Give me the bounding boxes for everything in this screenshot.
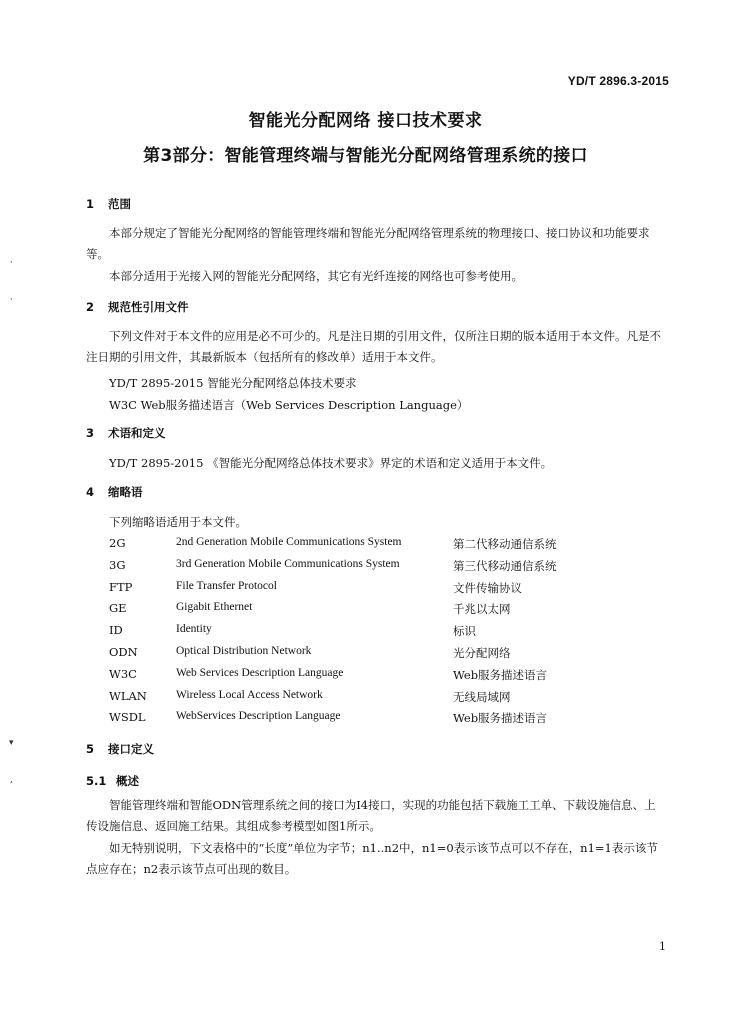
english-term: Gigabit Ethernet [176,601,253,614]
subsection-5-1-paragraph-1: 智能管理终端和智能ODN管理系统之间的接口为I4接口，实现的功能包括下载施工工单、下载设施信息、上传设施信息、返回施工结果。其组成参考模型如图1所示。 [86,798,656,833]
abbreviation: WLAN [109,688,147,703]
section-2-heading [86,299,189,315]
english-term: Optical Distribution Network [176,644,312,657]
document-title: 智能光分配网络 接口技术要求 [248,111,483,131]
section-number: 3 [86,426,95,440]
chinese-term: 无线局域网 [453,689,511,704]
section-5-heading [86,741,154,757]
chinese-term: Web服务描述语言 [453,667,548,682]
section-2-paragraph-1: 下列文件对于本文件的应用是必不可少的。凡是注日期的引用文件，仅所注日期的版本适用于本文件。凡是不注日期的引用文件，其最新版本（包括所有的修改单）适用于本文件。 [86,329,661,364]
scan-speck: , [10,775,13,785]
english-term: File Transfer Protocol [176,579,277,592]
section-3-heading [86,425,166,441]
chinese-term: 光分配网络 [453,645,511,660]
abbreviation: ODN [109,644,138,659]
abbreviation: W3C [109,666,137,681]
scan-speck: ▾ [9,738,14,748]
abbreviation: 3G [109,557,126,572]
abbreviations-intro: 下列缩略语适用于本文件。 [109,515,247,529]
english-term: WebServices Description Language [176,710,341,723]
scan-speck: · [10,295,13,305]
abbreviation: 2G [109,536,126,550]
normative-reference-2: W3C Web服务描述语言（Web Services Description Language） [109,398,469,412]
subsection-5-1-paragraph-2: 如无特别说明，下文表格中的“长度”单位为字节；n1..n2中，n1=0表示该节点可以不存在，n1=1表示该节点应存在；n2表示该节点可出现的数目。 [86,841,658,876]
subsection-5-1-heading [86,773,139,789]
section-title: 范围 [108,197,131,211]
english-term: 2nd Generation Mobile Communications System [176,536,402,548]
abbreviation: WSDL [109,710,146,725]
chinese-term: 文件传输协议 [453,580,522,595]
section-title: 缩略语 [108,485,143,499]
english-term: Identity [176,623,212,636]
scan-speck: · [10,258,13,268]
subsection-number: 5.1 [86,774,107,788]
chinese-term: 第二代移动通信系统 [453,537,557,551]
english-term: Web Services Description Language [176,666,344,679]
english-term: Wireless Local Access Network [176,688,323,701]
standard-code: YD/T 2896.3-2015 [567,74,669,88]
chinese-term: 标识 [453,624,476,639]
normative-reference-1: YD/T 2895-2015 智能光分配网络总体技术要求 [109,376,357,390]
document-subtitle: 第3部分：智能管理终端与智能光分配网络管理系统的接口 [143,146,588,166]
section-3-paragraph-1: YD/T 2895-2015 《智能光分配网络总体技术要求》界定的术语和定义适用于本文件。 [109,456,553,470]
section-title: 接口定义 [108,742,154,756]
section-title: 规范性引用文件 [108,300,189,314]
section-number: 1 [86,197,95,211]
english-term: 3rd Generation Mobile Communications System [176,557,400,570]
abbreviation: FTP [109,579,133,594]
section-title: 术语和定义 [108,426,166,440]
section-number: 2 [86,300,95,314]
section-number: 4 [86,485,95,499]
abbreviation: ID [109,623,123,638]
section-number: 5 [86,742,95,756]
section-1-heading [86,196,131,212]
section-4-heading [86,484,143,500]
chinese-term: 千兆以太网 [453,602,511,617]
section-1-paragraph-2: 本部分适用于光接入网的智能光分配网络，其它有光纤连接的网络也可参考使用。 [109,269,523,283]
page-number: 1 [659,940,666,953]
section-1-paragraph-1: 本部分规定了智能光分配网络的智能管理终端和智能光分配网络管理系统的物理接口、接口协议和功能要求等。 [86,226,650,261]
subsection-title: 概述 [116,774,139,788]
chinese-term: Web服务描述语言 [453,711,548,726]
chinese-term: 第三代移动通信系统 [453,558,557,573]
abbreviation: GE [109,601,127,616]
